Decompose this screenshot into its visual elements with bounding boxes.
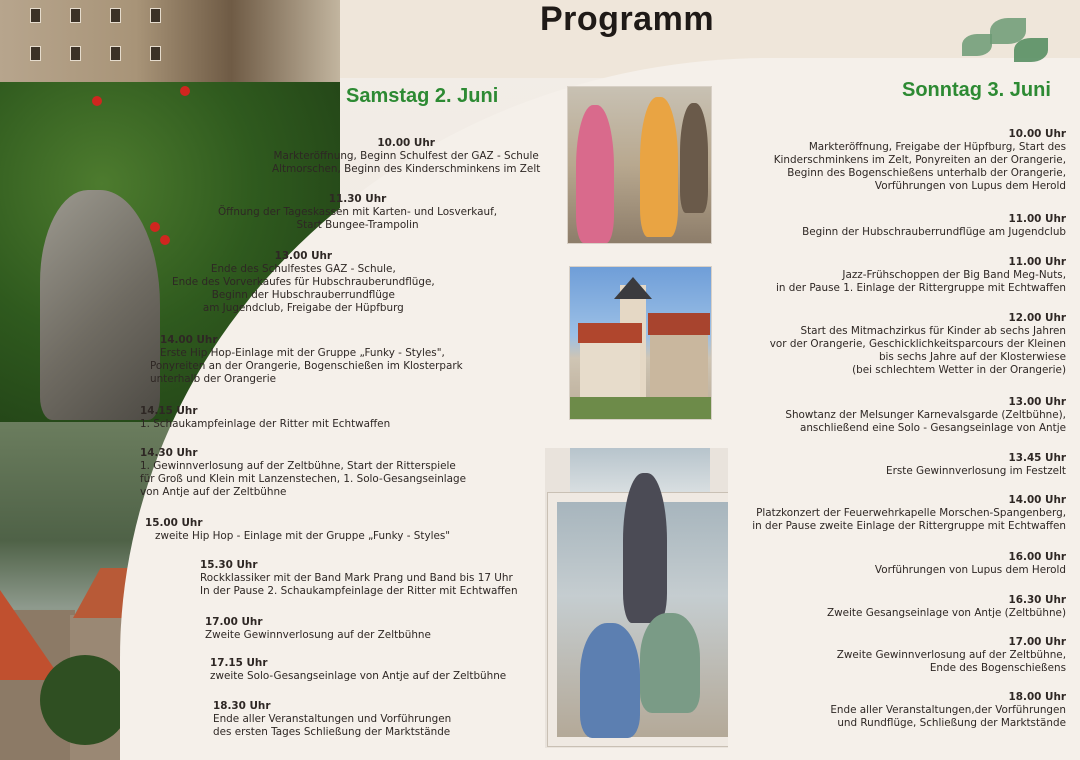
saturday-entry: 15.30 Uhr Rockklassiker mit der Band Mark Prang und Band bis 17 Uhr In der Pause 2. Schaukampfeinlage der Ritter mit Echtwaffen — [200, 559, 518, 597]
sunday-entry: 11.00 Uhr Jazz-Frühschoppen der Big Band Meg-Nuts, in der Pause 1. Einlage der Rittergruppe mit Echtwaffen — [776, 256, 1066, 294]
sunday-entry: 14.00 Uhr Platzkonzert der Feuerwehrkapelle Morschen-Spangenberg, in der Pause zweite Einlage der Rittergruppe mit Echtwaffen — [752, 494, 1066, 532]
page-title: Programm — [540, 0, 715, 38]
leaf-decoration — [952, 4, 1052, 66]
family-photo — [545, 448, 728, 748]
sunday-heading: Sonntag 3. Juni — [902, 79, 1051, 101]
sunday-entry: 13.45 Uhr Erste Gewinnverlosung im Festzelt — [886, 452, 1066, 477]
saturday-entry: 17.15 Uhr zweite Solo-Gesangseinlage von Antje auf der Zeltbühne — [210, 657, 507, 682]
sunday-entry: 12.00 Uhr Start des Mitmachzirkus für Kinder ab sechs Jahren vor der Orangerie, Geschicklichkeitsparcours der Kleinen bis sechs Jahre auf der Klosterwiese (bei schlechtem Wetter in der Orangerie) — [769, 312, 1066, 376]
saturday-entry: 10.00 Uhr Markteröffnung, Beginn Schulfest der GAZ - Schule Altmorschen, Beginn des Kinderschminkens im Zelt — [272, 137, 541, 175]
saturday-entry: 14.00 Uhr Erste Hip Hop-Einlage mit der Gruppe „Funky - Styles", Ponyreiten an der Orangerie, Bogenschießen im Klosterpark unterhalb der Orangerie — [150, 334, 463, 385]
sunday-entry: 17.00 Uhr Zweite Gewinnverlosung auf der Zeltbühne, Ende des Bogenschießens — [836, 636, 1066, 674]
saturday-entry: 15.00 Uhr zweite Hip Hop - Einlage mit der Gruppe „Funky - Styles" — [145, 517, 451, 542]
kids-photo — [567, 86, 712, 244]
rock-stairs-photo — [40, 190, 160, 420]
saturday-entry: 18.30 Uhr Ende aller Veranstaltungen und Vorführungen des ersten Tages Schließung der Marktstände — [213, 700, 452, 738]
church-photo — [569, 266, 712, 420]
sunday-entry: 18.00 Uhr Ende aller Veranstaltungen,der Vorführungen und Rundflüge, Schließung der Marktstände — [830, 691, 1066, 729]
saturday-entry: 17.00 Uhr Zweite Gewinnverlosung auf der Zeltbühne — [205, 616, 431, 641]
sunday-entry: 13.00 Uhr Showtanz der Melsunger Karnevalsgarde (Zeltbühne), anschließend eine Solo - Gesangseinlage von Antje — [785, 396, 1066, 434]
sunday-entry: 16.00 Uhr Vorführungen von Lupus dem Herold — [874, 551, 1066, 576]
sunday-entry: 10.00 Uhr Markteröffnung, Freigabe der Hüpfburg, Start des Kinderschminkens im Zelt, Ponyreiten an der Orangerie, Beginn des Bogenschießens unterhalb der Orangerie, Vorführungen von Lupus dem Herold — [773, 128, 1066, 192]
saturday-entry: 11.30 Uhr Öffnung der Tageskassen mit Karten- und Losverkauf, Start Bungee-Trampolin — [218, 193, 498, 231]
building-photo — [0, 0, 340, 82]
saturday-heading: Samstag 2. Juni — [346, 85, 499, 107]
sunday-entry: 16.30 Uhr Zweite Gesangseinlage von Antje (Zeltbühne) — [827, 594, 1066, 619]
saturday-entry: 14.15 Uhr 1. Schaukampfeinlage der Ritter mit Echtwaffen — [140, 405, 391, 430]
sunday-entry: 11.00 Uhr Beginn der Hubschrauberrundflüge am Jugendclub — [802, 213, 1066, 238]
saturday-entry: 13.00 Uhr Ende des Schulfestes GAZ - Schule, Ende des Vorverkaufes für Hubschrauberundflüge, Beginn der Hubschrauberrundflüge am Jugendclub, Freigabe der Hüpfburg — [172, 250, 435, 314]
saturday-entry: 14.30 Uhr 1. Gewinnverlosung auf der Zeltbühne, Start der Ritterspiele für Groß und Klein mit Lanzenstechen, 1. Solo-Gesangseinlage von Antje auf der Zeltbühne — [140, 447, 467, 498]
